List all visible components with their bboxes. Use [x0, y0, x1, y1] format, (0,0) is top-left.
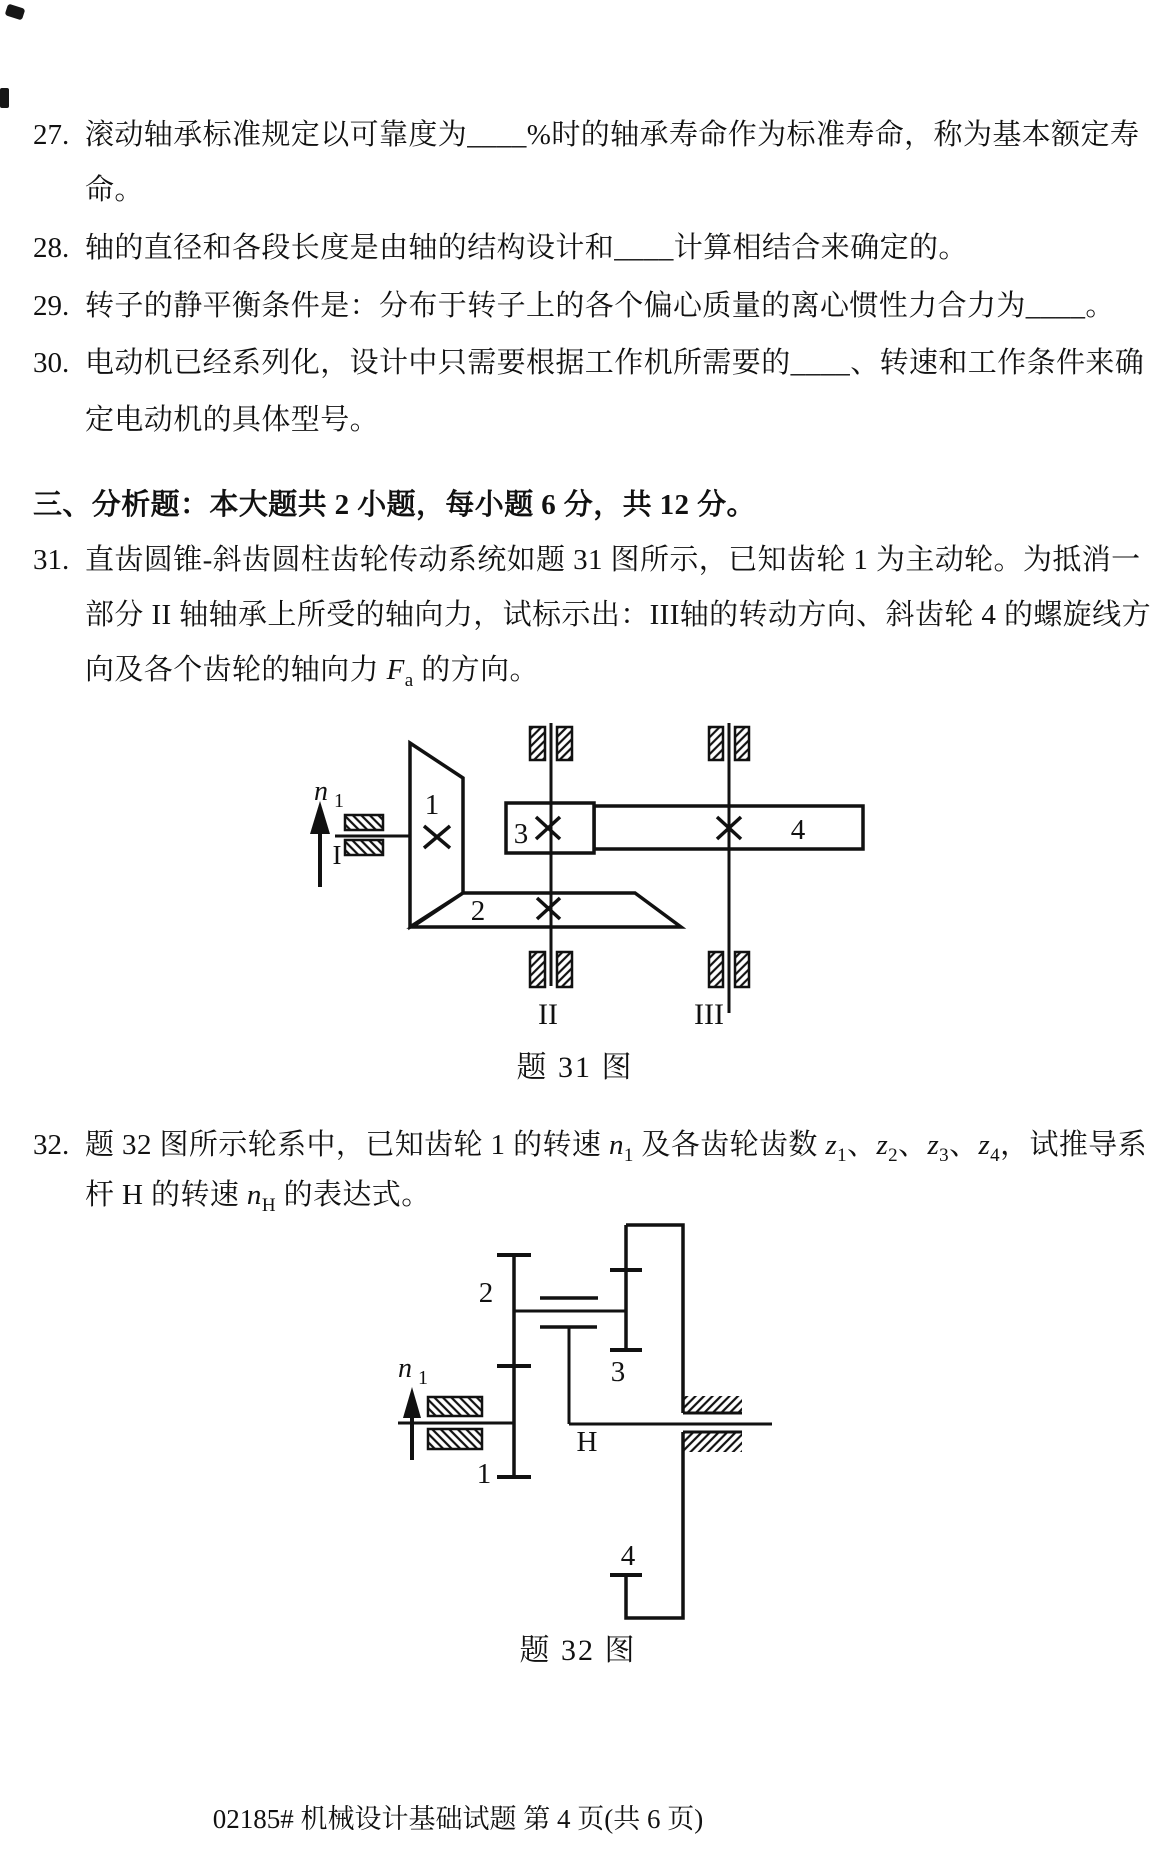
question-27-line-1: 滚动轴承标准规定以可靠度为____%时的轴承寿命作为标准寿命，称为基本额定寿: [85, 119, 1140, 151]
input-shaft-bearing: [428, 1429, 482, 1449]
shaft-I-label: I: [332, 840, 342, 870]
gear-2-label: 2: [470, 895, 486, 927]
q32-text-segment: 、: [898, 1129, 928, 1161]
speed-n1-label: n: [398, 1353, 412, 1384]
shaft-II-label: II: [538, 998, 558, 1031]
shaft-II-bottom-bearing: [530, 952, 545, 987]
question-32-line-2: [85, 1177, 1151, 1216]
axial-force-subscript-a: a: [404, 669, 414, 691]
question-28-number: 28.: [33, 232, 70, 264]
question-31-line-1: 直齿圆锥-斜齿圆柱齿轮传动系统如题 31 图所示，已知齿轮 1 为主动轮。为抵消一: [85, 544, 1141, 576]
section-3-heading: 三、分析题：本大题共 2 小题，每小题 6 分，共 12 分。: [33, 489, 756, 521]
teeth-subscript-1: 1: [837, 1144, 848, 1166]
speed-subscript-H: H: [261, 1194, 276, 1216]
shaft-II-bottom-bearing: [557, 952, 572, 987]
input-speed-arrow-head: [403, 1387, 421, 1418]
teeth-subscript-2: 2: [888, 1144, 899, 1166]
gear-3-label: 3: [610, 1356, 626, 1388]
gear-4-label: 4: [790, 814, 806, 846]
question-28-line-1: 轴的直径和各段长度是由轴的结构设计和____计算相结合来确定的。: [85, 232, 968, 264]
carrier-H-label: H: [576, 1426, 598, 1458]
teeth-symbol-z: z: [825, 1129, 838, 1161]
q31-text-segment: 向及各个齿轮的轴向力: [85, 654, 387, 686]
question-29-line-1: 转子的静平衡条件是：分布于转子上的各个偏心质量的离心惯性力合力为____。: [85, 290, 1115, 322]
q31-text-segment: 的方向。: [413, 654, 539, 686]
frame-hatch-bottom: [683, 1432, 742, 1452]
question-32-number: 32.: [33, 1129, 70, 1161]
shaft-II-top-bearing: [530, 727, 545, 760]
q32-text-segment: ，试推导系: [1000, 1129, 1148, 1161]
teeth-symbol-z: z: [978, 1129, 991, 1161]
question-30-line-1: 电动机已经系列化，设计中只需要根据工作机所需要的____、转速和工作条件来确: [85, 347, 1145, 379]
gear-1-label: 1: [424, 789, 440, 821]
shaft-III-label: III: [694, 998, 724, 1031]
shaft-III-bottom-bearing: [735, 952, 749, 987]
speed-n1-subscript: 1: [418, 1367, 428, 1389]
speed-n1-label: n: [314, 776, 328, 807]
q32-text-segment: 的表达式。: [275, 1179, 431, 1211]
speed-subscript-1: 1: [623, 1144, 634, 1166]
gear-2-label: 2: [478, 1277, 494, 1309]
question-27-line-2: 命。: [85, 174, 144, 206]
figure-31-gear-train-diagram: [290, 710, 890, 1040]
speed-n1-subscript: 1: [334, 790, 344, 812]
shaft-III-bottom-bearing: [709, 952, 723, 987]
q32-text-segment: 题 32 图所示轮系中，已知齿轮 1 的转速: [85, 1129, 609, 1161]
figure-32-planetary-gear-diagram: [385, 1210, 795, 1630]
axial-force-symbol-F: F: [386, 654, 405, 686]
figure-31-caption: 题 31 图: [516, 1051, 634, 1084]
page-footer: 02185# 机械设计基础试题 第 4 页(共 6 页): [212, 1804, 704, 1834]
q32-text-segment: 、: [949, 1129, 979, 1161]
frame-hatch-top: [683, 1396, 742, 1413]
q32-text-segment: 、: [847, 1129, 877, 1161]
scan-artifact: [5, 4, 26, 21]
q32-text-segment: 杆 H 的转速: [85, 1179, 247, 1211]
ring-gear-4-rim-bottom: [626, 1432, 683, 1618]
question-31-line-2: 部分 II 轴轴承上所受的轴向力，试标示出：III轴的转动方向、斜齿轮 4 的螺旋线方: [85, 599, 1151, 631]
figure-32-caption: 题 32 图: [519, 1634, 637, 1667]
gear-1-label: 1: [476, 1458, 492, 1490]
input-shaft-bearing: [428, 1397, 482, 1416]
teeth-subscript-3: 3: [939, 1144, 950, 1166]
shaft-III-top-bearing: [735, 727, 749, 760]
question-27-number: 27.: [33, 119, 70, 151]
ring-gear-4-rim-top: [626, 1225, 683, 1413]
speed-symbol-n: n: [246, 1179, 262, 1211]
teeth-symbol-z: z: [876, 1129, 889, 1161]
shaft-I-bearing: [345, 840, 383, 855]
question-30-line-2: 定电动机的具体型号。: [85, 404, 380, 436]
question-30-number: 30.: [33, 347, 70, 379]
speed-symbol-n: n: [608, 1129, 624, 1161]
shaft-III-top-bearing: [709, 727, 723, 760]
gear-3-label: 3: [513, 818, 529, 850]
teeth-subscript-4: 4: [990, 1144, 1001, 1166]
q32-text-segment: 及各齿轮齿数: [633, 1129, 826, 1161]
question-32-line-1: [85, 1127, 1151, 1166]
question-31-number: 31.: [33, 544, 70, 576]
shaft-I-bearing: [345, 815, 383, 830]
scan-artifact: [0, 88, 9, 108]
question-31-line-3: [85, 652, 1151, 691]
question-29-number: 29.: [33, 290, 70, 322]
teeth-symbol-z: z: [927, 1129, 940, 1161]
gear-4-label: 4: [620, 1540, 636, 1572]
shaft-II-top-bearing: [557, 727, 572, 760]
